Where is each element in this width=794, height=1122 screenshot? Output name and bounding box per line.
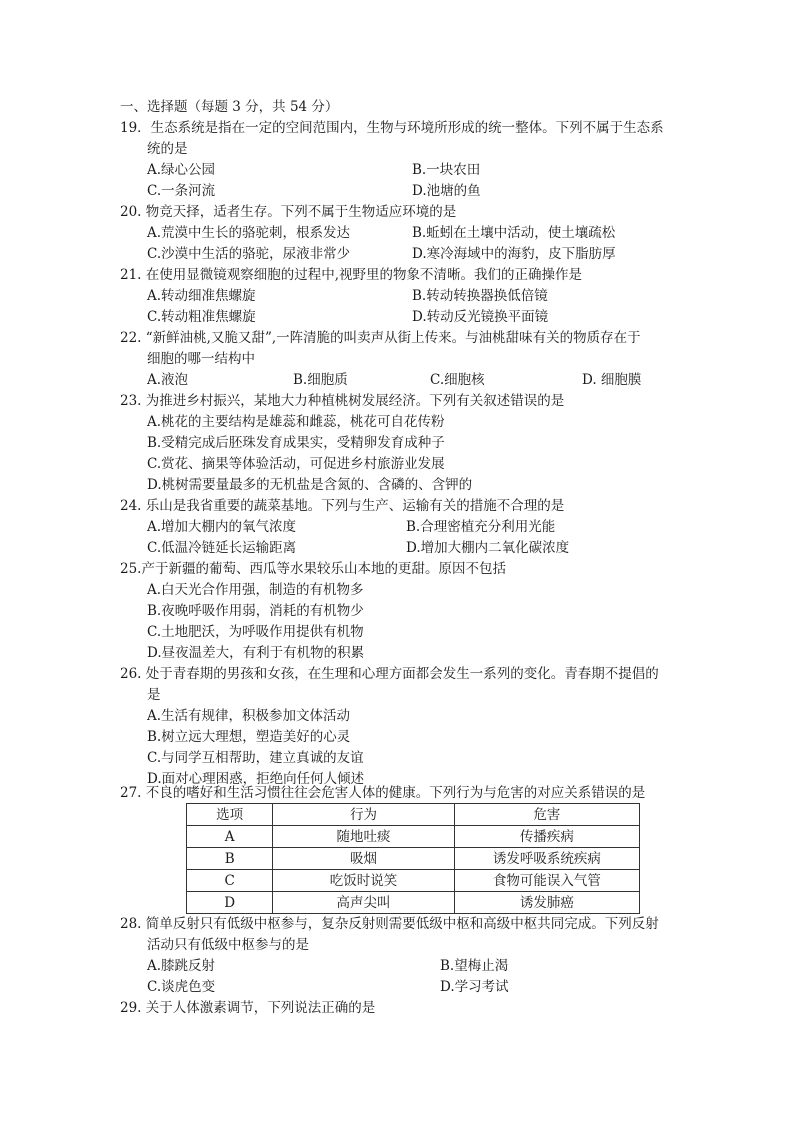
table-cell: 诱发呼吸系统疾病 <box>454 848 639 870</box>
question-22-stem-line-2: 细胞的哪一结构中 <box>147 351 255 367</box>
question-25-stem: 25.产于新疆的葡萄、西瓜等水果较乐山本地的更甜。原因不包括 <box>120 561 506 577</box>
question-20-option-a: A.荒漠中生长的骆驼刺，根系发达 <box>147 225 351 241</box>
question-19-option-a: A.绿心公园 <box>147 162 216 178</box>
question-22-stem-line-1: 22. “新鲜油桃,又脆又甜”,一阵清脆的叫卖声从街上传来。与油桃甜味有关的物质存在于 <box>120 330 641 346</box>
question-28-stem-line-2: 活动只有低级中枢参与的是 <box>147 937 309 953</box>
question-21-option-a: A.转动细准焦螺旋 <box>147 288 256 304</box>
table-header-option: 选项 <box>187 804 273 826</box>
question-26-option-a: A.生活有规律，积极参加文体活动 <box>147 708 351 724</box>
table-header-behavior: 行为 <box>273 804 454 826</box>
question-19-option-c: C.一条河流 <box>147 183 216 199</box>
question-28-option-d: D.学习考试 <box>440 979 509 995</box>
question-24-option-a: A.增加大棚内的氧气浓度 <box>147 519 297 535</box>
question-27-table <box>186 803 640 914</box>
question-25-option-a: A.白天光合作用强，制造的有机物多 <box>147 582 364 598</box>
question-26-option-d: D.面对心理困惑，拒绝向任何人倾述 <box>147 771 365 787</box>
table-header-harm: 危害 <box>454 804 639 826</box>
question-22-option-c: C.细胞核 <box>430 372 485 388</box>
question-26-stem-line-2: 是 <box>147 687 161 703</box>
question-21-option-b: B.转动转换器换低倍镜 <box>412 288 548 304</box>
question-28-stem-line-1: 28. 简单反射只有低级中枢参与，复杂反射则需要低级中枢和高级中枢共同完成。下列反射 <box>120 916 659 932</box>
question-26-stem-line-1: 26. 处于青春期的男孩和女孩，在生理和心理方面都会发生一系列的变化。青春期不提倡的 <box>120 666 659 682</box>
table-row <box>187 848 640 870</box>
question-26-option-c: C.与同学互相帮助，建立真诚的友谊 <box>147 750 364 766</box>
question-21-stem: 21. 在使用显微镜观察细胞的过程中,视野里的物象不清晰。我们的正确操作是 <box>120 267 583 283</box>
question-20-stem: 20. 物竞天择，适者生存。下列不属于生物适应环境的是 <box>120 204 457 220</box>
question-25-option-b: B.夜晚呼吸作用弱，消耗的有机物少 <box>147 603 364 619</box>
question-28-option-a: A.膝跳反射 <box>147 958 216 974</box>
table-row <box>187 870 640 892</box>
section-title: 一、选择题（每题 3 分，共 54 分） <box>120 99 339 115</box>
question-23-stem: 23. 为推进乡村振兴，某地大力种植桃树发展经济。下列有关叙述错误的是 <box>120 393 565 409</box>
question-23-option-b: B.受精完成后胚珠发育成果实，受精卵发育成种子 <box>147 435 445 451</box>
question-20-option-d: D.寒冷海域中的海豹，皮下脂肪厚 <box>412 246 616 262</box>
table-cell: B <box>187 848 273 870</box>
table-cell: C <box>187 870 273 892</box>
table-header-row <box>187 804 640 826</box>
question-20-option-b: B.蚯蚓在土壤中活动，使土壤疏松 <box>412 225 616 241</box>
table-row <box>187 892 640 914</box>
question-21-option-d: D.转动反光镜换平面镜 <box>412 309 549 325</box>
question-28-option-b: B.望梅止渴 <box>440 958 509 974</box>
table-cell: 食物可能误入气管 <box>454 870 639 892</box>
table-cell: D <box>187 892 273 914</box>
question-25-option-d: D.昼夜温差大，有利于有机物的积累 <box>147 645 365 661</box>
table-row <box>187 826 640 848</box>
question-24-option-d: D.增加大棚内二氧化碳浓度 <box>406 540 570 556</box>
question-23-option-c: C.赏花、摘果等体验活动，可促进乡村旅游业发展 <box>147 456 445 472</box>
question-22-option-a: A.液泡 <box>147 372 189 388</box>
question-19-option-d: D.池塘的鱼 <box>412 183 481 199</box>
question-26-option-b: B.树立远大理想，塑造美好的心灵 <box>147 729 351 745</box>
table-cell: 吸烟 <box>273 848 454 870</box>
table-cell: 诱发肺癌 <box>454 892 639 914</box>
table-cell: 传播疾病 <box>454 826 639 848</box>
question-23-option-d: D.桃树需要量最多的无机盐是含氮的、含磷的、含钾的 <box>147 477 473 493</box>
question-24-option-b: B.合理密植充分利用光能 <box>406 519 556 535</box>
question-24-stem: 24. 乐山是我省重要的蔬菜基地。下列与生产、运输有关的措施不合理的是 <box>120 498 565 514</box>
question-24-option-c: C.低温冷链延长运输距离 <box>147 540 297 556</box>
question-25-option-c: C.土地肥沃，为呼吸作用提供有机物 <box>147 624 364 640</box>
question-19-option-b: B.一块农田 <box>412 162 481 178</box>
question-28-option-c: C.谈虎色变 <box>147 979 216 995</box>
table-cell: 吃饭时说笑 <box>273 870 454 892</box>
question-27-stem: 27. 不良的嗜好和生活习惯往往会危害人体的健康。下列行为与危害的对应关系错误的是 <box>120 785 646 801</box>
question-19-stem-line-1: 19．生态系统是指在一定的空间范围内，生物与环境所形成的统一整体。下列不属于生态系 <box>120 120 664 136</box>
table-cell: 随地吐痰 <box>273 826 454 848</box>
question-21-option-c: C.转动粗准焦螺旋 <box>147 309 256 325</box>
question-29-stem: 29. 关于人体激素调节，下列说法正确的是 <box>120 1000 376 1016</box>
question-19-stem-line-2: 统的是 <box>147 141 188 157</box>
question-22-option-b: B.细胞质 <box>293 372 348 388</box>
question-23-option-a: A.桃花的主要结构是雄蕊和雌蕊，桃花可自花传粉 <box>147 414 445 430</box>
table-cell: A <box>187 826 273 848</box>
question-20-option-c: C.沙漠中生活的骆驼，尿液非常少 <box>147 246 351 262</box>
question-22-option-d: D. 细胞膜 <box>582 372 642 388</box>
table-cell: 高声尖叫 <box>273 892 454 914</box>
